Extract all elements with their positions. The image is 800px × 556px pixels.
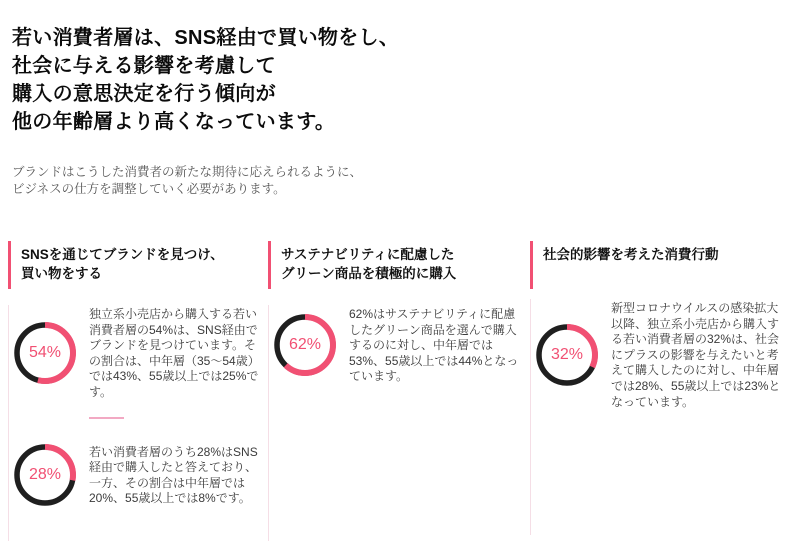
stat-description: 62%はサステナビリティに配慮したグリーン商品を選んで購入するのに対し、中年層では53%、55歳以上では44%となっています。 bbox=[349, 307, 519, 384]
headline-line: 他の年齢層より高くなっています。 bbox=[12, 111, 336, 133]
section-divider bbox=[89, 417, 124, 419]
column-social-impact bbox=[530, 241, 790, 535]
stat-sns-purchase bbox=[13, 443, 260, 507]
donut-chart-28 bbox=[13, 443, 77, 507]
column-body bbox=[8, 305, 260, 541]
donut-value-label: 28% bbox=[28, 465, 62, 483]
column-title-social-impact bbox=[530, 241, 790, 289]
donut-chart-62 bbox=[273, 313, 337, 377]
intro-text bbox=[12, 164, 362, 198]
donut-value-label: 54% bbox=[28, 343, 62, 361]
column-title-line: グリーン商品を積極的に購入 bbox=[281, 266, 457, 281]
column-body bbox=[268, 305, 522, 541]
intro-line: ビジネスの仕方を調整していく必要があります。 bbox=[12, 182, 286, 196]
donut-value-label: 62% bbox=[288, 335, 322, 353]
donut-chart-32 bbox=[535, 323, 599, 387]
headline-line: 社会に与える影響を考慮して bbox=[12, 55, 276, 77]
column-title-sustainability bbox=[268, 241, 522, 289]
donut-value-label: 32% bbox=[550, 345, 584, 363]
column-title-line: 社会的影響を考えた消費行動 bbox=[543, 247, 719, 262]
stat-social-impact-purchase bbox=[535, 299, 790, 410]
stat-description: 若い消費者層のうち28%はSNS経由で購入したと答えており、一方、その割合は中年層では20%、55歳以上では8%です。 bbox=[89, 444, 258, 506]
column-title-sns-discovery bbox=[8, 241, 260, 289]
intro-line: ブランドはこうした消費者の新たな期待に応えられるように、 bbox=[12, 165, 363, 179]
stat-description: 新型コロナウイルスの感染拡大以降、独立系小売店から購入する若い消費者層の32%は、社会にプラスの影響を与えたいと考えて購入したのに対し、中年層では28%、55歳以上では23%となっています。 bbox=[611, 301, 781, 409]
column-title-line: 買い物をする bbox=[21, 266, 102, 281]
stat-green-purchase bbox=[273, 305, 522, 385]
column-title-line: サステナビリティに配慮した bbox=[281, 247, 455, 262]
column-title-line: SNSを通じてブランドを見つけ、 bbox=[21, 247, 224, 262]
stat-brand-discovery bbox=[13, 305, 260, 401]
column-sns-discovery bbox=[8, 241, 260, 541]
headline-line: 若い消費者層は、SNS経由で買い物をし、 bbox=[12, 27, 400, 49]
column-sustainability bbox=[268, 241, 522, 541]
headline-line: 購入の意思決定を行う傾向が bbox=[12, 83, 276, 105]
stat-description: 独立系小売店から購入する若い消費者層の54%は、SNS経由でブランドを見つけています。その割合は、中年層（35～54歳）では43%、55歳以上では25%です。 bbox=[89, 307, 260, 399]
column-body bbox=[530, 299, 790, 535]
page-title bbox=[12, 24, 399, 136]
donut-chart-54 bbox=[13, 321, 77, 385]
